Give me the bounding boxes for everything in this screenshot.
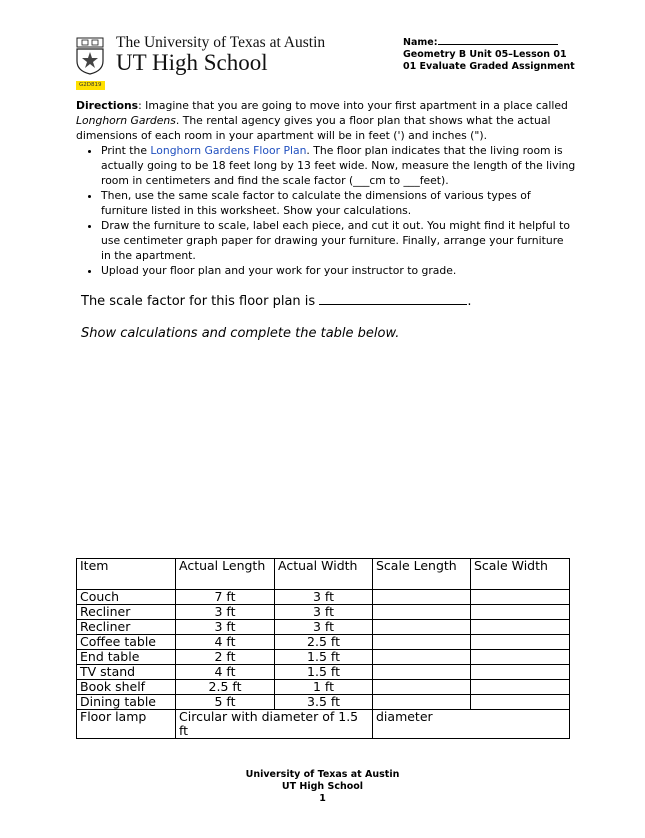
scale-width-cell[interactable] xyxy=(471,695,570,710)
show-calculations-prompt: Show calculations and complete the table below. xyxy=(81,326,400,341)
table-row xyxy=(77,605,570,620)
directions-list xyxy=(76,143,576,278)
table-row xyxy=(77,635,570,650)
item-cell: Book shelf xyxy=(77,680,176,695)
width-cell: 3 ft xyxy=(275,620,373,635)
length-cell: 3 ft xyxy=(176,620,275,635)
header-scale-length: Scale Length xyxy=(373,559,471,590)
lamp-scale-diameter-cell[interactable]: diameter xyxy=(373,710,570,739)
table-row xyxy=(77,695,570,710)
width-cell: 3 ft xyxy=(275,590,373,605)
item-cell: End table xyxy=(77,650,176,665)
width-cell: 2.5 ft xyxy=(275,635,373,650)
list-item: • Draw the furniture to scale, label each piece, and cut it out. You might find it helpful to use centimeter graph paper for drawing your furniture. Finally, arrange your furniture in the apartment. xyxy=(101,218,576,263)
scale-length-cell[interactable] xyxy=(373,590,471,605)
assignment-title: 01 Evaluate Graded Assignment xyxy=(403,61,575,72)
item-cell: Couch xyxy=(77,590,176,605)
width-cell: 1.5 ft xyxy=(275,665,373,680)
item-cell: Recliner xyxy=(77,605,176,620)
length-cell: 4 ft xyxy=(176,665,275,680)
directions-intro-cont: . The rental agency gives you a floor plan that shows what the actual dimensions of each room in your apartment will be in feet (') and inches ("). xyxy=(76,114,551,142)
width-cell: 1 ft xyxy=(275,680,373,695)
scale-width-cell[interactable] xyxy=(471,635,570,650)
table-row xyxy=(77,680,570,695)
table-row xyxy=(77,620,570,635)
university-name: The University of Texas at Austin xyxy=(116,34,326,51)
width-cell: 3 ft xyxy=(275,605,373,620)
table-header-row xyxy=(77,559,570,590)
scale-length-cell[interactable] xyxy=(373,695,471,710)
page-number: 1 xyxy=(319,793,326,804)
floor-plan-link[interactable]: Longhorn Gardens Floor Plan xyxy=(150,144,307,157)
item-cell: Coffee table xyxy=(77,635,176,650)
document-code-badge: G2D819 xyxy=(76,81,105,90)
school-name: UT High School xyxy=(116,50,268,75)
list-item: • Print the Longhorn Gardens Floor Plan. The floor plan indicates that the living room is actually going to be 18 feet long by 13 feet wide. Now, measure the length of the living room in centimeters and find the scale factor (___cm to ___feet). xyxy=(101,143,576,188)
table-row xyxy=(77,665,570,680)
scale-factor-prompt: The scale factor for this floor plan is . xyxy=(81,294,472,309)
table-row xyxy=(77,650,570,665)
header-actual-width: Actual Width xyxy=(275,559,373,590)
list-item: • Then, use the same scale factor to calculate the dimensions of various types of furniture listed in this worksheet. Show your calculations. xyxy=(101,188,576,218)
item-cell: Recliner xyxy=(77,620,176,635)
university-seal-icon xyxy=(76,37,104,75)
length-cell: 4 ft xyxy=(176,635,275,650)
scale-width-cell[interactable] xyxy=(471,620,570,635)
footer-school: UT High School xyxy=(281,781,364,792)
table-row-floor-lamp xyxy=(77,710,570,739)
item-cell: TV stand xyxy=(77,665,176,680)
length-cell: 2.5 ft xyxy=(176,680,275,695)
lamp-description-cell: Circular with diameter of 1.5 ft xyxy=(176,710,373,739)
scale-length-cell[interactable] xyxy=(373,650,471,665)
scale-width-cell[interactable] xyxy=(471,680,570,695)
assignment-info xyxy=(403,36,575,73)
header-item: Item xyxy=(77,559,176,590)
directions-label: Directions xyxy=(76,99,139,112)
scale-length-cell[interactable] xyxy=(373,620,471,635)
scale-width-cell[interactable] xyxy=(471,605,570,620)
length-cell: 7 ft xyxy=(176,590,275,605)
name-field[interactable] xyxy=(438,36,558,45)
scale-width-cell[interactable] xyxy=(471,650,570,665)
length-cell: 3 ft xyxy=(176,605,275,620)
scale-length-cell[interactable] xyxy=(373,680,471,695)
directions-block xyxy=(76,98,576,278)
list-item: • Upload your floor plan and your work for your instructor to grade. xyxy=(101,263,576,278)
scale-factor-blank[interactable] xyxy=(319,294,467,305)
scale-width-cell[interactable] xyxy=(471,590,570,605)
length-cell: 5 ft xyxy=(176,695,275,710)
width-cell: 3.5 ft xyxy=(275,695,373,710)
scale-width-cell[interactable] xyxy=(471,665,570,680)
table-row xyxy=(77,590,570,605)
scale-length-cell[interactable] xyxy=(373,605,471,620)
header-actual-length: Actual Length xyxy=(176,559,275,590)
course-title: Geometry B Unit 05–Lesson 01 xyxy=(403,49,567,60)
directions-intro: : Imagine that you are going to move into your first apartment in a place called xyxy=(138,99,568,112)
width-cell: 1.5 ft xyxy=(275,650,373,665)
place-name: Longhorn Gardens xyxy=(76,114,176,127)
footer-university: University of Texas at Austin xyxy=(245,769,400,780)
name-label: Name: xyxy=(403,37,438,48)
header-scale-width: Scale Width xyxy=(471,559,570,590)
item-cell: Dining table xyxy=(77,695,176,710)
length-cell: 2 ft xyxy=(176,650,275,665)
scale-length-cell[interactable] xyxy=(373,665,471,680)
item-cell: Floor lamp xyxy=(77,710,176,739)
furniture-table xyxy=(76,558,570,739)
page-footer xyxy=(0,769,645,805)
scale-length-cell[interactable] xyxy=(373,635,471,650)
